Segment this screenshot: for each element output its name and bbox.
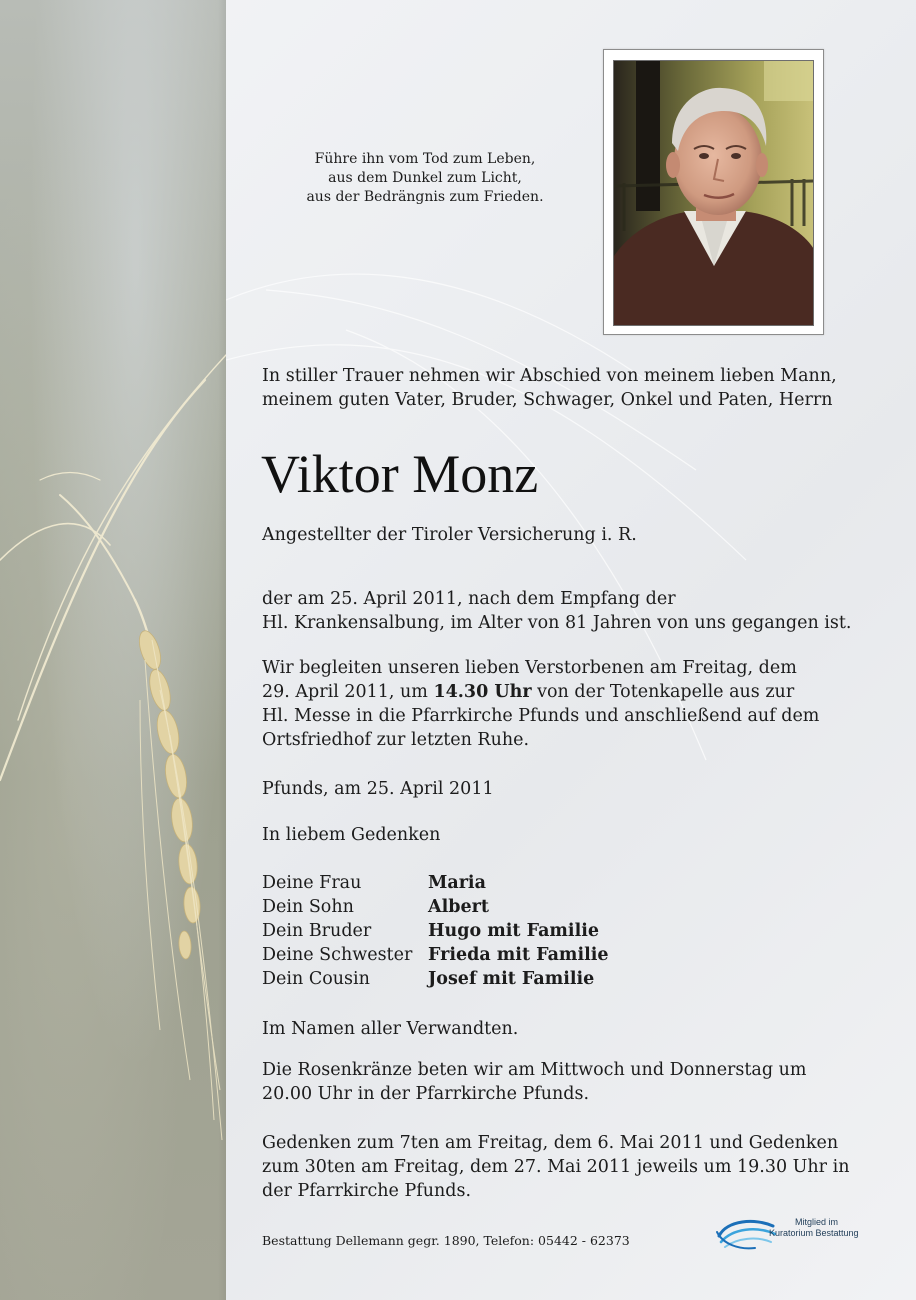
funeral-line [262, 680, 819, 704]
relative-row [262, 871, 609, 895]
relative-role: Deine Frau [262, 873, 362, 893]
relative-role: Deine Schwester [262, 945, 413, 965]
relatives-list [262, 871, 609, 991]
intro-paragraph [262, 364, 837, 412]
verse-line: Führe ihn vom Tod zum Leben, [314, 151, 536, 167]
relative-row [262, 967, 609, 991]
relative-name: Frieda mit Familie [428, 945, 609, 965]
badge-line: Kuratorium Bestattung [769, 1228, 859, 1238]
rosary-line: Die Rosenkränze beten wir am Mittwoch und Donnerstag um [262, 1060, 807, 1080]
memorial-services [262, 1131, 849, 1203]
funeral-location-text: von der Totenkapelle aus zur [531, 682, 795, 702]
relative-role: Dein Bruder [262, 921, 372, 941]
relative-row [262, 919, 609, 943]
intro-line: In stiller Trauer nehmen wir Abschied von meinem lieben Mann, [262, 366, 837, 386]
relative-role: Dein Cousin [262, 969, 370, 989]
badge-line: Mitglied im [795, 1217, 839, 1227]
deceased-occupation: Angestellter der Tiroler Versicherung i. R. [262, 525, 637, 545]
relative-row [262, 943, 609, 967]
wheat-ear-icon [0, 0, 226, 1300]
relative-name: Albert [428, 897, 489, 917]
verse-line: aus der Bedrängnis zum Frieden. [306, 189, 544, 205]
deceased-name: Viktor Monz [261, 444, 539, 504]
verse-line: aus dem Dunkel zum Licht, [328, 170, 522, 186]
family-note: Im Namen aller Verwandten. [262, 1019, 519, 1039]
death-notice [262, 587, 851, 635]
portrait-frame [603, 49, 824, 335]
rosary-line: 20.00 Uhr in der Pfarrkirche Pfunds. [262, 1084, 590, 1104]
funeral-line: Ortsfriedhof zur letzten Ruhe. [262, 730, 530, 750]
relative-row [262, 895, 609, 919]
memorial-line: Gedenken zum 7ten am Freitag, dem 6. Mai 2011 und Gedenken [262, 1133, 839, 1153]
relative-name: Josef mit Familie [428, 969, 595, 989]
funeral-line: Hl. Messe in die Pfarrkirche Pfunds und anschließend auf dem [262, 706, 820, 726]
prayer-verse [270, 150, 580, 207]
portrait-illustration [614, 61, 814, 326]
funeral-home-contact: Bestattung Dellemann gegr. 1890, Telefon: 05442 - 62373 [262, 1233, 630, 1248]
portrait-photo [613, 60, 814, 326]
place-and-date: Pfunds, am 25. April 2011 [262, 779, 494, 799]
death-notice-line: Hl. Krankensalbung, im Alter von 81 Jahren von uns gegangen ist. [262, 613, 852, 633]
funeral-details [262, 656, 819, 752]
funeral-time: 14.30 Uhr [433, 682, 532, 702]
relative-role: Dein Sohn [262, 897, 354, 917]
intro-line: meinem guten Vater, Bruder, Schwager, Onkel und Paten, Herrn [262, 390, 833, 410]
death-notice-line: der am 25. April 2011, nach dem Empfang der [262, 589, 676, 609]
memorial-line: der Pfarrkirche Pfunds. [262, 1181, 472, 1201]
relative-name: Hugo mit Familie [428, 921, 600, 941]
rosary-info [262, 1058, 807, 1106]
memorial-line: zum 30ten am Freitag, dem 27. Mai 2011 jeweils um 19.30 Uhr in [262, 1157, 850, 1177]
funeral-date-text: 29. April 2011, um [262, 682, 434, 702]
funeral-line: Wir begleiten unseren lieben Verstorbenen am Freitag, dem [262, 658, 797, 678]
relative-name: Maria [428, 873, 486, 893]
membership-badge [769, 1217, 859, 1239]
memory-line: In liebem Gedenken [262, 825, 441, 845]
